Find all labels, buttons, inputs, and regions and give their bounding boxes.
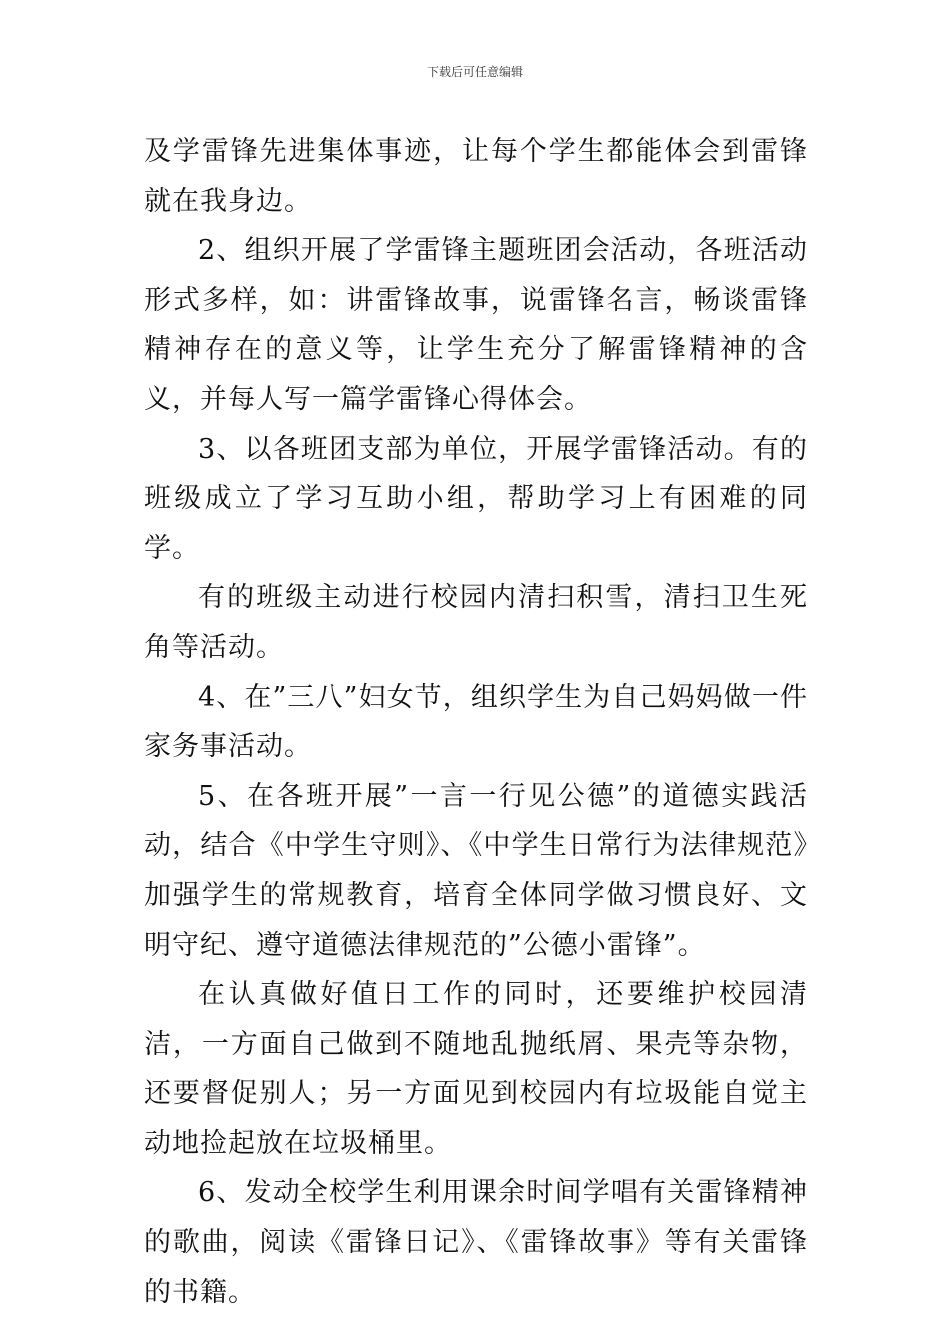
document-body xyxy=(144,127,808,1317)
paragraph-item-4: 4、在”三八”妇女节，组织学生为自己妈妈做一件家务事活动。 xyxy=(144,681,808,763)
paragraph-item-5-cont: 在认真做好值日工作的同时，还要维护校园清洁，一方面自己做到不随地乱抛纸屑、果壳等杂物，还要督促别人；另一方面见到校园内有垃圾能自觉主动地捡起放在垃圾桶里。 xyxy=(144,979,808,1159)
paragraph-item-6: 6、发动全校学生利用课余时间学唱有关雷锋精神的歌曲，阅读《雷锋日记》、《雷锋故事》等有关雷锋的书籍。 xyxy=(144,1177,808,1308)
paragraph-item-2: 2、组织开展了学雷锋主题班团会活动，各班活动形式多样，如：讲雷锋故事，说雷锋名言，畅谈雷锋精神存在的意义等，让学生充分了解雷锋精神的含义，并每人写一篇学雷锋心得体会。 xyxy=(144,235,808,415)
paragraph-item-3-cont: 有的班级主动进行校园内清扫积雪，清扫卫生死角等活动。 xyxy=(144,582,808,663)
paragraph-item-3: 3、以各班团支部为单位，开展学雷锋活动。有的班级成立了学习互助小组，帮助学习上有困难的同学。 xyxy=(144,433,808,564)
paragraph-item-5: 5、在各班开展”一言一行见公德”的道德实践活动，结合《中学生守则》、《中学生日常行为法律规范》加强学生的常规教育，培育全体同学做习惯良好、文明守纪、遵守道德法律规范的”公德小雷锋”。 xyxy=(144,780,808,961)
page-header: 下载后可任意编辑 xyxy=(426,65,523,79)
paragraph-continuation: 及学雷锋先进集体事迹，让每个学生都能体会到雷锋就在我身边。 xyxy=(144,136,808,217)
